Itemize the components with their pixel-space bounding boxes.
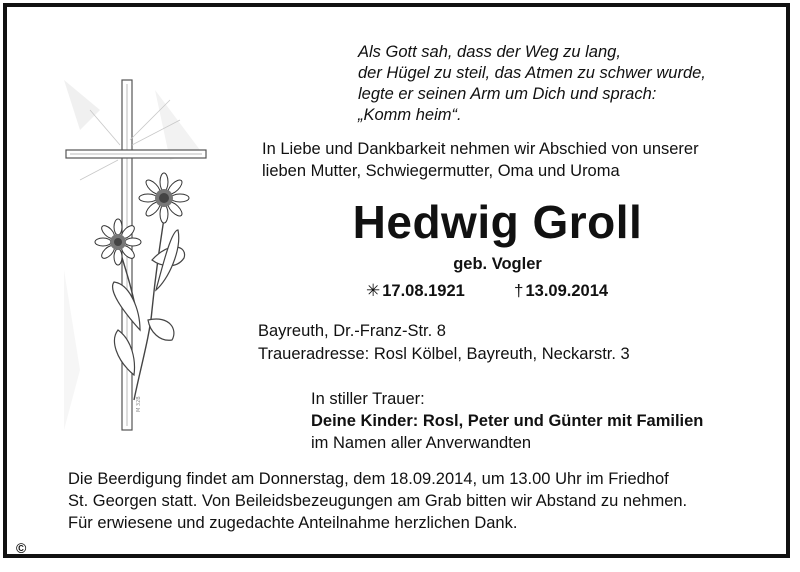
intro-line: In Liebe und Dankbarkeit nehmen wir Abschied von unserer <box>262 140 699 158</box>
svg-text:M 32B: M 32B <box>136 396 142 412</box>
poem-line: „Komm heim“. <box>358 106 462 124</box>
poem-line: legte er seinen Arm um Dich und sprach: <box>358 85 657 103</box>
death-date-row <box>514 281 608 301</box>
birth-date: 17.08.1921 <box>382 282 465 300</box>
copyright-mark: © <box>16 540 27 556</box>
funeral-line: Die Beerdigung findet am Donnerstag, dem 18.09.2014, um 13.00 Uhr im Friedhof <box>68 470 669 488</box>
intro-line: lieben Mutter, Schwiegermutter, Oma und Uroma <box>262 162 620 180</box>
mourners-block <box>311 388 771 454</box>
funeral-line: Für erwiesene und zugedachte Anteilnahme herzlichen Dank. <box>68 514 518 532</box>
home-address: Bayreuth, Dr.-Franz-Str. 8 <box>258 322 446 340</box>
address-block <box>258 320 758 366</box>
farewell-intro <box>262 138 762 182</box>
funeral-line: St. Georgen statt. Von Beileidsbezeugungen am Grab bitten wir Abstand zu nehmen. <box>68 492 688 510</box>
deceased-name: Hedwig Groll <box>352 196 643 248</box>
death-date: 13.09.2014 <box>525 282 609 300</box>
birth-name: geb. Vogler <box>453 255 542 273</box>
birth-star-icon: ✳ <box>366 281 381 300</box>
poem-line: der Hügel zu steil, das Atmen zu schwer wurde, <box>358 64 706 82</box>
mourners-family: Deine Kinder: Rosl, Peter und Günter mit Familien <box>311 412 704 430</box>
mourning-address: Traueradresse: Rosl Kölbel, Bayreuth, Neckarstr. 3 <box>258 345 630 363</box>
poem-line: Als Gott sah, dass der Weg zu lang, <box>358 43 621 61</box>
funeral-notice <box>68 468 768 534</box>
mourners-others: im Namen aller Anverwandten <box>311 434 532 452</box>
birth-date-row <box>366 281 465 301</box>
poem <box>358 42 758 126</box>
death-cross-icon: † <box>514 281 524 300</box>
mourners-heading: In stiller Trauer: <box>311 390 425 408</box>
